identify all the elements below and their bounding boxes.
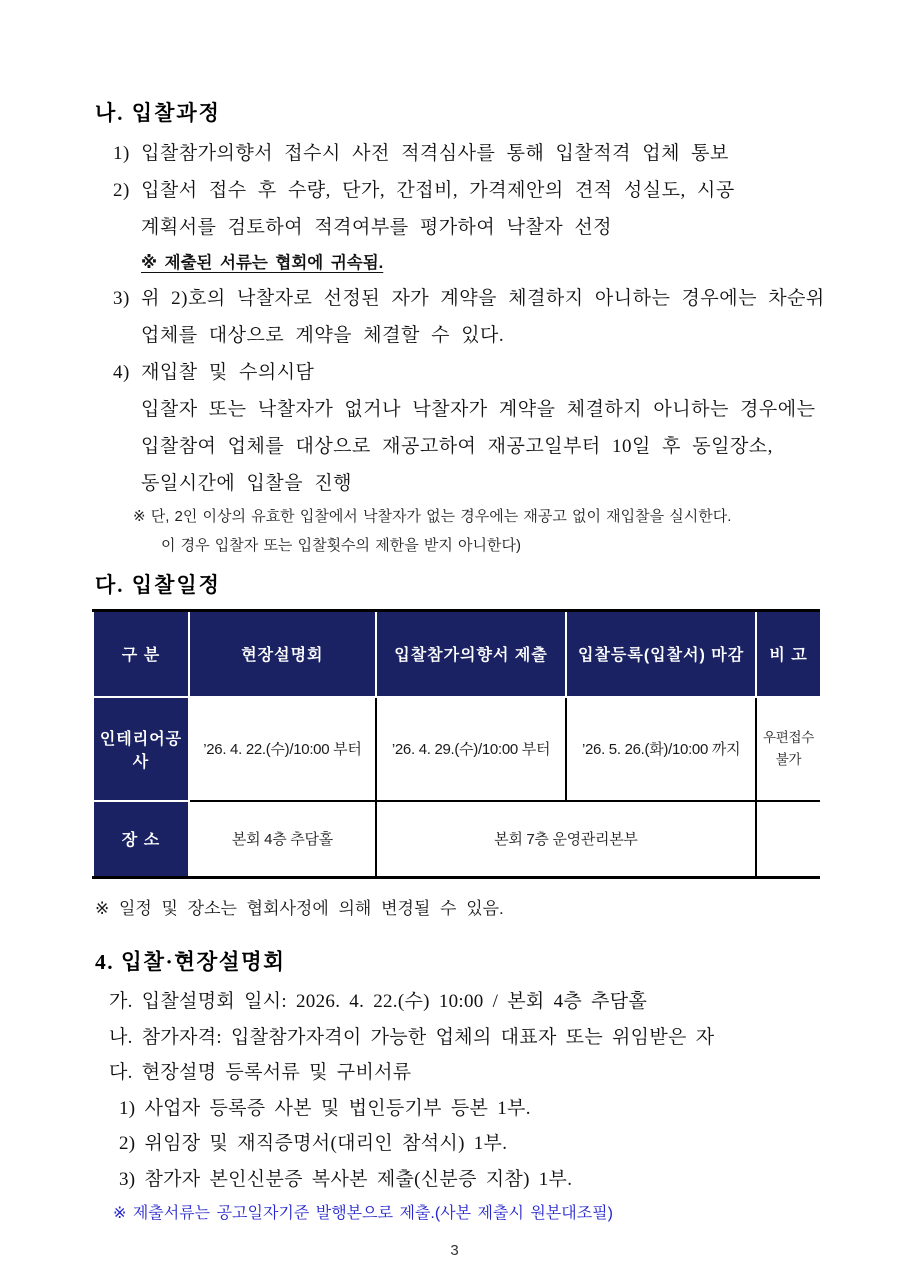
remark-line-2: 불가: [775, 751, 802, 767]
row-label-interior-work: 인테리어공사: [93, 697, 189, 801]
table-row-place: [93, 801, 820, 878]
process-item-1: 1) 입찰참가의향서 접수시 사전 적격심사를 통해 입찰적격 업체 통보: [113, 143, 729, 164]
col-header-intent-submit: 입찰참가의향서 제출: [376, 611, 566, 697]
cell-intent-submit-datetime: ’26. 4. 29.(수)/10:00 부터: [376, 697, 566, 801]
process-item-2-cont: 계획서를 검토하여 적격여부를 평가하여 낙찰자 선정: [141, 217, 613, 238]
page-number: 3: [450, 1242, 459, 1259]
schedule-change-footnote: ※ 일정 및 장소는 협회사정에 의해 변경될 수 있음.: [95, 899, 504, 918]
document-issue-date-note: ※ 제출서류는 공고일자기준 발행본으로 제출.(사본 제출시 원본대조필): [113, 1205, 613, 1222]
section-heading-bidding-process: 나. 입찰과정: [95, 101, 221, 125]
document-item-2: 2) 위임장 및 재직증명서(대리인 참석시) 1부.: [119, 1133, 508, 1154]
section-bidding-process: [95, 100, 861, 560]
briefing-documents-line: 다. 현장설명 등록서류 및 구비서류: [109, 1062, 412, 1083]
briefing-datetime-line: 가. 입찰설명회 일시: 2026. 4. 22.(수) 10:00 / 본회 4층 추담홀: [109, 991, 648, 1012]
cell-registration-deadline: ’26. 5. 26.(화)/10:00 까지: [566, 697, 756, 801]
process-rebid-note-1: ※ 단, 2인 이상의 유효한 입찰에서 낙찰자가 없는 경우에는 재공고 없이 재입찰을 실시한다.: [133, 508, 732, 525]
col-header-registration: 입찰등록(입찰서) 마감: [566, 611, 756, 697]
col-header-site-briefing: 현장설명회: [189, 611, 376, 697]
remark-line-1: 우편접수: [763, 729, 814, 745]
table-row-interior-work: [93, 697, 820, 801]
process-item-4-cont-2: 입찰참여 업체를 대상으로 재공고하여 재공고일부터 10일 후 동일장소,: [141, 436, 773, 457]
briefing-eligibility-line: 나. 참가자격: 입찰참가자격이 가능한 업체의 대표자 또는 위임받은 자: [109, 1026, 715, 1048]
table-header-row: [93, 611, 820, 697]
section-heading-bidding-schedule: 다. 입찰일정: [95, 573, 221, 597]
process-note-retained-text: ※ 제출된 서류는 협회에 귀속됨.: [141, 254, 384, 272]
process-item-2: 2) 입찰서 접수 후 수량, 단가, 간접비, 가격제안의 견적 성실도, 시공: [113, 180, 735, 201]
section-bid-briefing: [95, 949, 861, 1229]
section-bidding-schedule: [95, 572, 861, 919]
bidding-schedule-table: [92, 609, 820, 879]
document-item-1: 1) 사업자 등록증 사본 및 법인등기부 등본 1부.: [119, 1097, 531, 1119]
process-item-3: 3) 위 2)호의 낙찰자로 선정된 자가 계약을 체결하지 아니하는 경우에는 차순위: [113, 288, 825, 309]
col-header-remark: 비 고: [756, 611, 820, 697]
col-header-category: 구 분: [93, 611, 189, 697]
process-note-retained: [95, 246, 861, 280]
process-item-4: 4) 재입찰 및 수의시담: [113, 362, 315, 383]
process-item-4-cont-1: 입찰자 또는 낙찰자가 없거나 낙찰자가 계약을 체결하지 아니하는 경우에는: [141, 399, 816, 420]
cell-briefing-place: 본회 4층 추담홀: [189, 801, 376, 878]
section-heading-bid-briefing: 4. 입찰·현장설명회: [95, 950, 286, 974]
process-rebid-note-2: 이 경우 입찰자 또는 입찰횟수의 제한을 받지 아니한다): [161, 537, 521, 554]
cell-submit-place: 본회 7층 운영관리본부: [376, 801, 756, 878]
cell-remark-no-mail: [756, 697, 820, 801]
row-label-place: 장 소: [93, 801, 189, 878]
process-item-4-cont-3: 동일시간에 입찰을 진행: [141, 473, 353, 494]
cell-place-remark-empty: [756, 801, 820, 878]
document-item-3: 3) 참가자 본인신분증 복사본 제출(신분증 지참) 1부.: [119, 1168, 573, 1190]
process-item-3-cont: 업체를 대상으로 계약을 체결할 수 있다.: [141, 325, 505, 346]
cell-site-briefing-datetime: ’26. 4. 22.(수)/10:00 부터: [189, 697, 376, 801]
